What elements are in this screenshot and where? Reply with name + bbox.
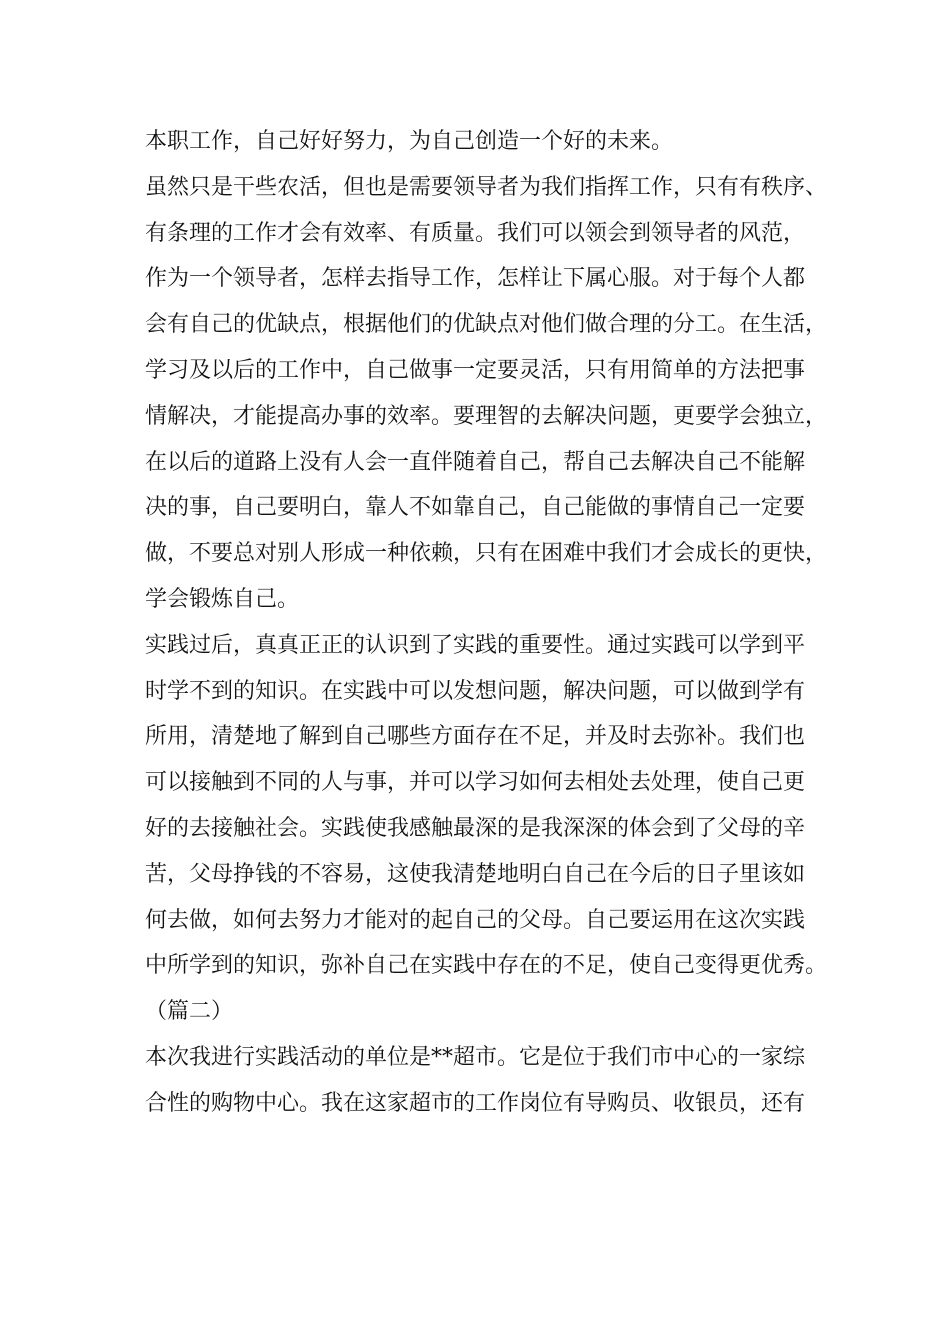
text-line: 会有自己的优缺点，根据他们的优缺点对他们做合理的分工。在生活，: [145, 312, 828, 338]
text-line: 时学不到的知识。在实践中可以发想问题，解决问题，可以做到学有: [145, 678, 806, 704]
text-line: 何去做，如何去努力才能对的起自己的父母。自己要运用在这次实践: [145, 907, 806, 933]
text-line: 合性的购物中心。我在这家超市的工作岗位有导购员、收银员，还有: [145, 1090, 806, 1116]
text-line: 在以后的道路上没有人会一直伴随着自己，帮自己去解决自己不能解: [145, 449, 806, 475]
text-line: 情解决，才能提高办事的效率。要理智的去解决问题，更要学会独立，: [145, 403, 828, 429]
text-line: 苦，父母挣钱的不容易，这使我清楚地明白自己在今后的日子里该如: [145, 861, 806, 887]
text-line: 做，不要总对别人形成一种依赖，只有在困难中我们才会成长的更快，: [145, 541, 828, 567]
text-line: 本职工作，自己好好努力，为自己创造一个好的未来。: [145, 129, 674, 154]
text-line: 作为一个领导者，怎样去指导工作，怎样让下属心服。对于每个人都: [145, 266, 806, 292]
text-line: 决的事，自己要明白，靠人不如靠自己，自己能做的事情自己一定要: [145, 495, 806, 521]
text-line: 虽然只是干些农活，但也是需要领导者为我们指挥工作，只有有秩序、: [145, 174, 828, 200]
text-line: 本次我进行实践活动的单位是**超市。它是位于我们市中心的一家综: [145, 1044, 806, 1070]
text-line: 中所学到的知识，弥补自己在实践中存在的不足，使自己变得更优秀。: [145, 953, 828, 979]
text-line: 所用，清楚地了解到自己哪些方面存在不足，并及时去弥补。我们也: [145, 724, 806, 750]
text-line: 有条理的工作才会有效率、有质量。我们可以领会到领导者的风范，: [145, 220, 806, 246]
text-line: 可以接触到不同的人与事，并可以学习如何去相处去处理，使自己更: [145, 770, 806, 796]
text-line: 学会锻炼自己。: [145, 586, 300, 612]
section-heading: （篇二）: [145, 999, 234, 1025]
body-text: [145, 119, 828, 1127]
text-line: 实践过后，真真正正的认识到了实践的重要性。通过实践可以学到平: [145, 632, 806, 658]
text-line: 学习及以后的工作中，自己做事一定要灵活，只有用简单的方法把事: [145, 357, 806, 383]
text-line: 好的去接触社会。实践使我感触最深的是我深深的体会到了父母的辛: [145, 815, 806, 841]
